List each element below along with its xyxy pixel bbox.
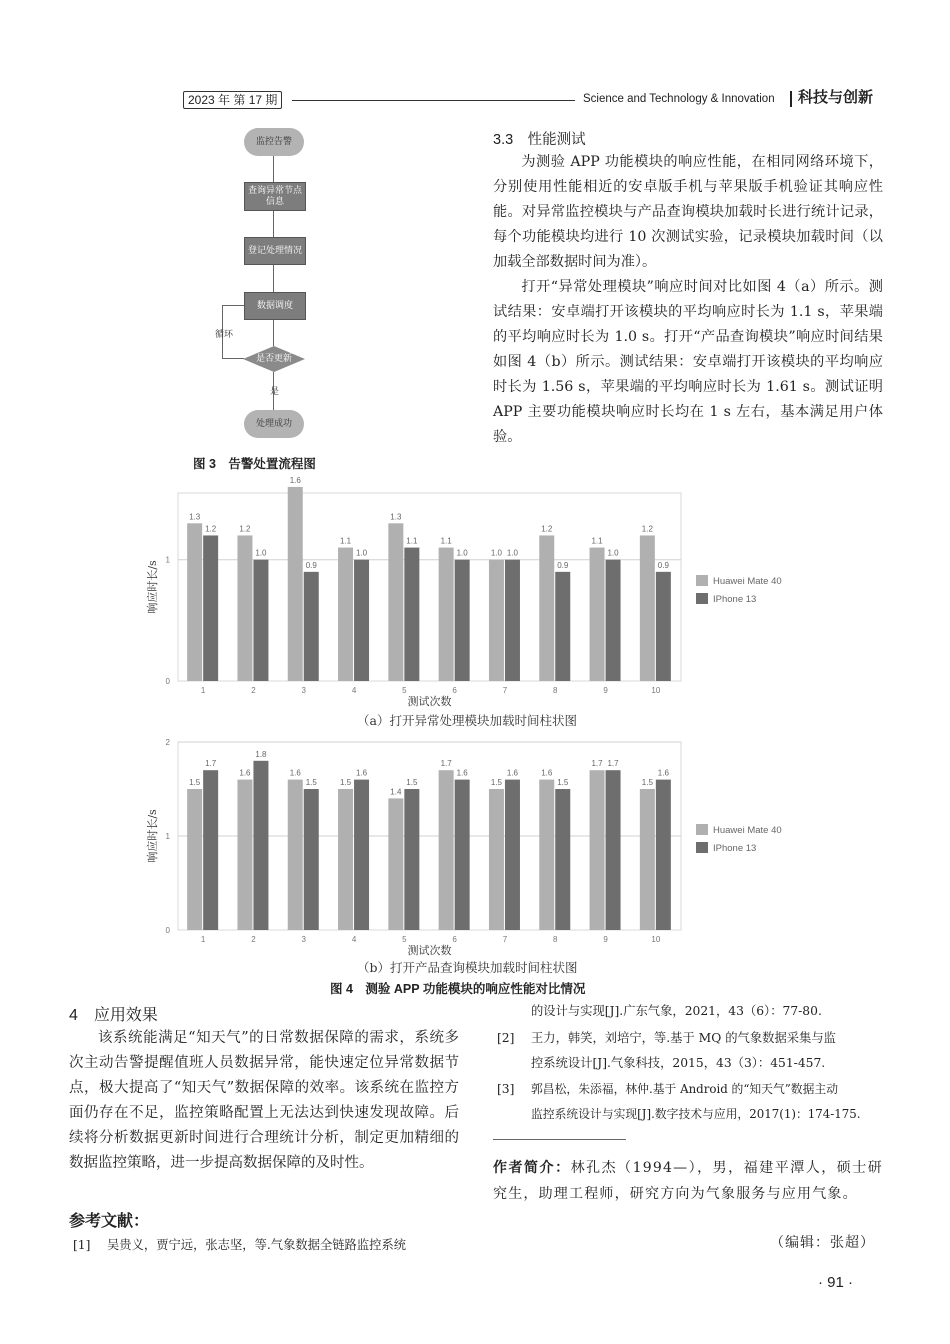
chart-a-xtick-label: 10 [651, 686, 661, 695]
chart-b-data-label: 1.5 [339, 778, 352, 787]
chart-a-xtick-label: 9 [603, 686, 608, 695]
reference-number: [1] [73, 1238, 91, 1252]
chart-b-legend-label: Huawei Mate 40 [713, 825, 782, 836]
chart-a-bar [640, 535, 655, 681]
chart-a-bar [590, 548, 605, 681]
chart-a-xtick-label: 2 [251, 686, 256, 695]
reference-item-1-cont [497, 999, 897, 1024]
chart-a-data-label: 1.0 [490, 548, 503, 558]
chart-b-xtick-label: 6 [452, 935, 457, 944]
chart-b-data-label: 1.6 [355, 768, 368, 778]
figure3-caption: 图 3 告警处置流程图 [193, 457, 316, 471]
chart-a-xtick-label: 8 [553, 686, 558, 695]
editor-note: （编辑：张超） [770, 1235, 875, 1251]
chart-b-bar [455, 780, 470, 930]
chart-a-xtick-label: 5 [402, 686, 407, 695]
chart-a-ytick-label: 1 [165, 555, 170, 565]
fc-connector [273, 264, 274, 292]
section-4-paragraph: 该系统能满足“知天气”的日常数据保障的需求，系统多次主动告警提醒值班人员数据异常，能快速定位异常数据节点，极大提高了“知天气”数据保障的效率。该系统在监控方面仍存在不足，监控策略配置上无法达到快速发现故障。后续将分析数据更新时间进行合理统计分析，制定更加精细的数据监控策略，进一步提高数据保障的及时性。 [69, 1030, 459, 1171]
chart-b-bar [505, 780, 520, 930]
journal-name-cn: 科技与创新 [798, 89, 874, 106]
chart-a [140, 475, 820, 710]
fc-loop-label: 循环 [215, 330, 234, 340]
chart-b-xtick-label: 2 [251, 935, 256, 944]
chart-b-legend-swatch [696, 824, 708, 835]
reference-text: 王力，韩笑，刘培宁，等.基于 MQ 的气象数据采集与监 [531, 1031, 836, 1045]
chart-b-data-label: 1.7 [591, 759, 603, 769]
chart-a-bar [539, 535, 554, 681]
author-text: 林孔杰（1994—），男，福建平潭人，硕士研究生，助理工程师，研究方向为气象服务与应用气象。 [493, 1160, 884, 1202]
chart-a-xlabel: 测试次数 [407, 695, 452, 708]
reference-item-1 [73, 1233, 473, 1258]
reference-item-2 [497, 1026, 897, 1076]
chart-b-data-label: 1.5 [641, 778, 653, 787]
section-4-body [69, 1026, 459, 1176]
chart-b-ylabel: 响应时长/s [146, 809, 159, 863]
references-title: 参考文献： [69, 1213, 150, 1230]
chart-a-bar [439, 548, 454, 681]
chart-a-data-label: 1.1 [591, 536, 603, 546]
chart-a-data-label: 1.1 [339, 536, 352, 546]
reference-text: 吴贵义，贾宁远，张志坚，等.气象数据全链路监控系统 [107, 1238, 407, 1252]
chart-a-bar [555, 572, 570, 681]
chart-b-data-label: 1.7 [205, 759, 217, 769]
chart-b-xtick-label: 1 [200, 935, 206, 944]
chart-b-data-label: 1.6 [239, 768, 251, 778]
chart-b-data-label: 1.6 [506, 768, 519, 778]
reference-item-3 [497, 1077, 897, 1127]
reference-text: 监控系统设计与实现[J].数字技术与应用，2017(1)：174-175. [531, 1107, 861, 1121]
header-divider [790, 91, 792, 107]
chart-a-bar [304, 572, 319, 681]
chart-b-bar [640, 789, 655, 930]
chart-b-data-label: 1.4 [390, 787, 402, 797]
chart-b-bar [404, 789, 419, 930]
chart-b-data-label: 1.6 [289, 768, 301, 778]
section-3-3-body [493, 150, 883, 450]
chart-b-data-label: 1.5 [490, 778, 503, 787]
chart-a-bar [253, 560, 268, 681]
chart-b-xtick-label: 8 [553, 935, 558, 944]
fc-node-query: 查询异常节点信息 [244, 182, 306, 211]
chart-a-data-label: 1.0 [355, 548, 368, 558]
chart-b-xtick-label: 3 [301, 935, 306, 944]
reference-rule [493, 1139, 626, 1140]
chart-b-xtick-label: 7 [502, 935, 508, 944]
chart-a-bar [404, 548, 419, 681]
fc-connector [273, 156, 274, 182]
chart-a-bar [338, 548, 353, 681]
chart-a-legend-label: Huawei Mate 40 [713, 576, 782, 587]
chart-a-bar [489, 560, 504, 681]
chart-b-data-label: 1.5 [406, 778, 418, 787]
fc-yes-label: 是 [270, 387, 280, 397]
chart-b-data-label: 1.7 [440, 759, 452, 769]
chart-b-ytick-label: 0 [165, 926, 170, 935]
chart-b-caption: （b）打开产品查询模块加载时间柱状图 [357, 960, 578, 975]
chart-b-legend-label: IPhone 13 [713, 843, 757, 854]
chart-b-bar [338, 789, 353, 930]
chart-b-bar [288, 780, 303, 930]
author-label: 作者简介： [493, 1159, 571, 1175]
chart-a-data-label: 1.2 [541, 524, 553, 534]
chart-a-bar [656, 572, 671, 681]
chart-b-bar [606, 770, 621, 930]
chart-a-data-label: 1.0 [506, 548, 519, 558]
chart-a-data-label: 1.0 [607, 548, 619, 558]
chart-a-bar [354, 560, 369, 681]
fc-node-dispatch: 数据调度 [244, 292, 306, 320]
chart-a-data-label: 1.6 [289, 475, 301, 485]
chart-b-xtick-label: 10 [651, 935, 661, 944]
header-rule [292, 100, 575, 101]
page-number: · 91 · [818, 1274, 854, 1291]
chart-b-bar [304, 789, 319, 930]
fc-node-end: 处理成功 [244, 410, 304, 438]
reference-number: [3] [497, 1082, 515, 1096]
chart-a-xtick-label: 7 [502, 686, 508, 695]
chart-b-xtick-label: 4 [351, 935, 357, 944]
chart-a-data-label: 1.1 [406, 536, 418, 546]
chart-b-bar [237, 780, 252, 930]
chart-a-xtick-label: 4 [351, 686, 357, 695]
chart-a-bar [288, 487, 303, 681]
chart-b-bar [539, 780, 554, 930]
chart-b-bar [439, 770, 454, 930]
chart-a-xtick-label: 1 [200, 686, 206, 695]
chart-b [140, 734, 820, 959]
chart-b-legend-swatch [696, 842, 708, 853]
chart-b-bar [354, 780, 369, 930]
chart-a-bar [187, 523, 202, 681]
chart-b-bar [555, 789, 570, 930]
chart-a-data-label: 1.1 [440, 536, 452, 546]
chart-a-bar [237, 535, 252, 681]
chart-b-data-label: 1.7 [607, 759, 619, 769]
chart-a-data-label: 0.9 [557, 560, 569, 570]
section-3-3-title: 3.3 性能测试 [493, 132, 586, 148]
fc-node-register: 登记处理情况 [244, 237, 306, 265]
chart-b-bar [656, 780, 671, 930]
chart-a-ylabel: 响应时长/s [146, 560, 159, 614]
chart-b-data-label: 1.5 [557, 778, 569, 787]
chart-a-data-label: 1.2 [239, 524, 251, 534]
chart-b-bar [388, 798, 403, 930]
reference-text: 的设计与实现[J].广东气象，2021，43（6）：77-80. [531, 1004, 822, 1018]
chart-b-bar [187, 789, 202, 930]
chart-b-xtick-label: 5 [402, 935, 407, 944]
chart-b-data-label: 1.5 [305, 778, 317, 787]
fc-loop-line [222, 358, 244, 359]
chart-a-caption: （a）打开异常处理模块加载时间柱状图 [357, 713, 577, 728]
reference-text: 控系统设计[J].气象科技，2015，43（3）：451-457. [531, 1056, 826, 1070]
journal-name-en: Science and Technology & Innovation [583, 93, 775, 105]
chart-b-bar [253, 761, 268, 930]
section-3-3-paragraph-2: 打开“异常处理模块”响应时间对比如图 4（a）所示。测试结果：安卓端打开该模块的平均响应时长为 1.1 s，苹果端的平均响应时长为 1.0 s。打开“产品查询模块”响应时间结果如图 4（b）所示。测试结果：安卓端打开该模块的平均响应时长为 1.56 s，苹果端的平均响应时长为 1.61 s。测试证明 APP 主要功能模块响应时长均在 1 s 左右，基本满足用户体验。 [493, 279, 883, 445]
chart-a-bar [505, 560, 520, 681]
chart-b-bar [590, 770, 605, 930]
chart-b-data-label: 1.6 [657, 768, 669, 778]
chart-b-ytick-label: 2 [165, 738, 170, 747]
chart-a-legend-swatch [696, 575, 708, 586]
chart-a-data-label: 1.3 [189, 512, 201, 522]
chart-a-data-label: 1.0 [456, 548, 468, 558]
chart-a-data-label: 1.2 [205, 524, 217, 534]
chart-a-xtick-label: 6 [452, 686, 457, 695]
author-bio [493, 1154, 883, 1207]
chart-b-data-label: 1.8 [255, 749, 267, 759]
chart-a-bar [203, 535, 218, 681]
chart-b-xlabel: 测试次数 [407, 944, 452, 957]
chart-a-xtick-label: 3 [301, 686, 306, 695]
chart-a-ytick-label: 0 [165, 677, 170, 686]
reference-text: 郭昌松，朱添福，林仲.基于 Android 的“知天气”数据主动 [531, 1082, 838, 1096]
chart-a-legend-label: IPhone 13 [713, 594, 757, 605]
chart-b-data-label: 1.6 [541, 768, 553, 778]
chart-a-bar [455, 560, 470, 681]
chart-a-data-label: 1.3 [390, 512, 402, 522]
chart-a-bar [388, 523, 403, 681]
fc-node-decision: 是否更新 [255, 353, 292, 364]
issue-label: 2023 年 第 17 期 [183, 91, 282, 109]
section-4-title: 4 应用效果 [69, 1007, 158, 1024]
chart-b-data-label: 1.5 [189, 778, 201, 787]
figure4-caption: 图 4 测验 APP 功能模块的响应性能对比情况 [330, 982, 586, 996]
chart-b-bar [203, 770, 218, 930]
chart-b-xtick-label: 9 [603, 935, 608, 944]
chart-a-data-label: 0.9 [305, 560, 317, 570]
reference-number: [2] [497, 1031, 515, 1045]
chart-b-ytick-label: 1 [165, 832, 170, 841]
chart-a-data-label: 1.2 [641, 524, 653, 534]
chart-a-data-label: 1.0 [255, 548, 267, 558]
fc-node-start: 监控告警 [244, 128, 304, 156]
fc-connector [273, 210, 274, 237]
chart-a-data-label: 0.9 [657, 560, 669, 570]
fc-connector [273, 318, 274, 346]
chart-b-data-label: 1.6 [456, 768, 468, 778]
chart-a-bar [606, 560, 621, 681]
chart-a-legend-swatch [696, 593, 708, 604]
fc-loop-line [222, 305, 244, 306]
section-3-3-paragraph-1: 为测验 APP 功能模块的响应性能，在相同网络环境下，分别使用性能相近的安卓版手机与苹果版手机验证其响应性能。对异常监控模块与产品查询模块加载时长进行统计记录，每个功能模块均进行 10 次测试实验，记录模块加载时间（以加载全部数据时间为准）。 [493, 154, 883, 270]
chart-b-bar [489, 789, 504, 930]
